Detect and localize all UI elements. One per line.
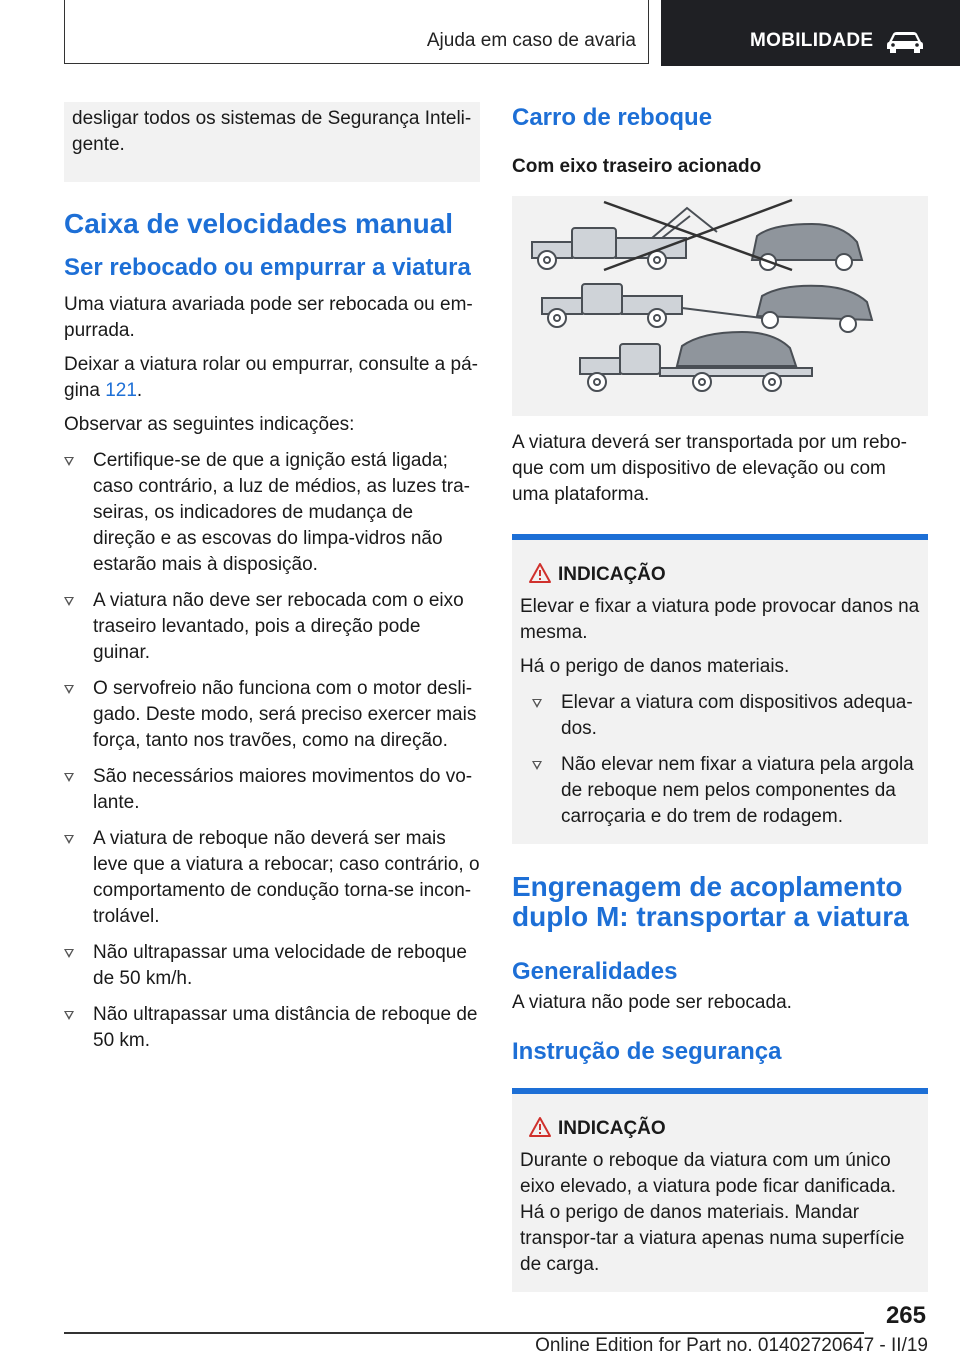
paragraph-no-towing: A viatura não pode ser rebocada. xyxy=(512,992,792,1013)
reference-suffix: . xyxy=(136,380,143,401)
triangle-bullet-icon xyxy=(64,1011,74,1020)
page-header xyxy=(0,0,960,66)
list-item: A viatura de reboque não deverá ser mais leve que a viatura a rebocar; caso contrário, o comportamento de condução torna-se incon-trolável. xyxy=(64,826,480,930)
notice-text: Durante o reboque da viatura com um único eixo elevado, a viatura pode ficar danificada. Há o perigo de danos materiais. Mandar transpor-tar a viatura apenas numa superfície de carga. xyxy=(520,1150,905,1275)
triangle-bullet-icon xyxy=(64,949,74,958)
section-heading-tow-truck: Carro de reboque xyxy=(512,104,713,131)
header-chapter-tab[interactable] xyxy=(661,0,960,66)
footer-edition: Online Edition for Part no. 01402720647 - II/19 xyxy=(535,1335,928,1356)
illustration-caption: A viatura deverá ser transportada por um rebo-que com um dispositivo de elevação ou com uma plataforma. xyxy=(512,432,907,505)
notice-box-lifting xyxy=(512,534,928,844)
notice-text: Há o perigo de danos materiais. xyxy=(520,656,790,677)
paragraph-towing-intro: Uma viatura avariada pode ser rebocada ou em-purrada. xyxy=(64,294,473,341)
page-reference-link[interactable]: 121 xyxy=(105,380,137,401)
section-heading-m-dct: Engrenagem de acoplamento duplo M: transportar a viatura xyxy=(512,871,909,932)
header-section-title: Ajuda em caso de avaria xyxy=(426,30,636,51)
right-column xyxy=(512,102,928,1292)
notice-text: Elevar e fixar a viatura pode provocar danos na mesma. xyxy=(520,596,920,643)
page-number: 265 xyxy=(885,1302,926,1329)
warning-triangle-icon xyxy=(528,562,552,584)
reference-text: Deixar a viatura rolar ou empurrar, consulte a pá-gina xyxy=(64,354,478,401)
car-icon xyxy=(885,28,925,54)
tow-truck-illustration xyxy=(512,196,928,416)
triangle-bullet-icon xyxy=(532,699,542,708)
list-item: Elevar a viatura com dispositivos adequa-dos. xyxy=(532,690,920,742)
subheading-rear-axle: Com eixo traseiro acionado xyxy=(512,156,762,177)
triangle-bullet-icon xyxy=(64,835,74,844)
towing-instructions-list xyxy=(64,448,480,1054)
section-heading-manual-gearbox: Caixa de velocidades manual xyxy=(64,208,454,239)
subsection-heading-towing: Ser rebocado ou empurrar a viatura xyxy=(64,254,471,281)
subsection-heading-safety: Instrução de segurança xyxy=(512,1038,782,1065)
triangle-bullet-icon xyxy=(64,685,74,694)
notice-title: INDICAÇÃO xyxy=(520,1116,920,1142)
list-item: O servofreio não funciona com o motor desli-gado. Deste modo, será preciso exercer mais força, tanto nos travões, como na direção. xyxy=(64,676,480,754)
notice-title: INDICAÇÃO xyxy=(520,562,920,588)
continued-note-box xyxy=(64,102,480,182)
warning-triangle-icon xyxy=(528,1116,552,1138)
subsection-heading-general: Generalidades xyxy=(512,958,678,985)
list-item: Certifique-se de que a ignição está ligada; caso contrário, a luz de médios, as luzes tra-seiras, os indicadores de mudança de direção e as escovas do limpa-vidros não estarão mais à disposição. xyxy=(64,448,480,578)
list-item: A viatura não deve ser rebocada com o eixo traseiro levantado, pois a direção pode guinar. xyxy=(64,588,480,666)
notice-box-transport xyxy=(512,1088,928,1292)
triangle-bullet-icon xyxy=(64,597,74,606)
list-item: São necessários maiores movimentos do vo-lante. xyxy=(64,764,480,816)
list-item: Não ultrapassar uma distância de reboque de 50 km. xyxy=(64,1002,480,1054)
footer-divider xyxy=(64,1332,864,1334)
tow-methods-illustration-icon xyxy=(512,196,928,416)
paragraph-observe: Observar as seguintes indicações: xyxy=(64,414,355,435)
continued-note-text: desligar todos os sistemas de Segurança Inteli-gente. xyxy=(72,108,472,155)
left-column xyxy=(64,102,480,1054)
notice-list xyxy=(520,690,920,830)
header-chapter-title: MOBILIDADE xyxy=(750,30,874,51)
list-item: Não elevar nem fixar a viatura pela argola de reboque nem pelos componentes da carroçaria e do trem de rodagem. xyxy=(532,752,920,830)
list-item: Não ultrapassar uma velocidade de reboque de 50 km/h. xyxy=(64,940,480,992)
paragraph-rolling-reference xyxy=(64,352,480,404)
triangle-bullet-icon xyxy=(64,457,74,466)
triangle-bullet-icon xyxy=(64,773,74,782)
triangle-bullet-icon xyxy=(532,761,542,770)
